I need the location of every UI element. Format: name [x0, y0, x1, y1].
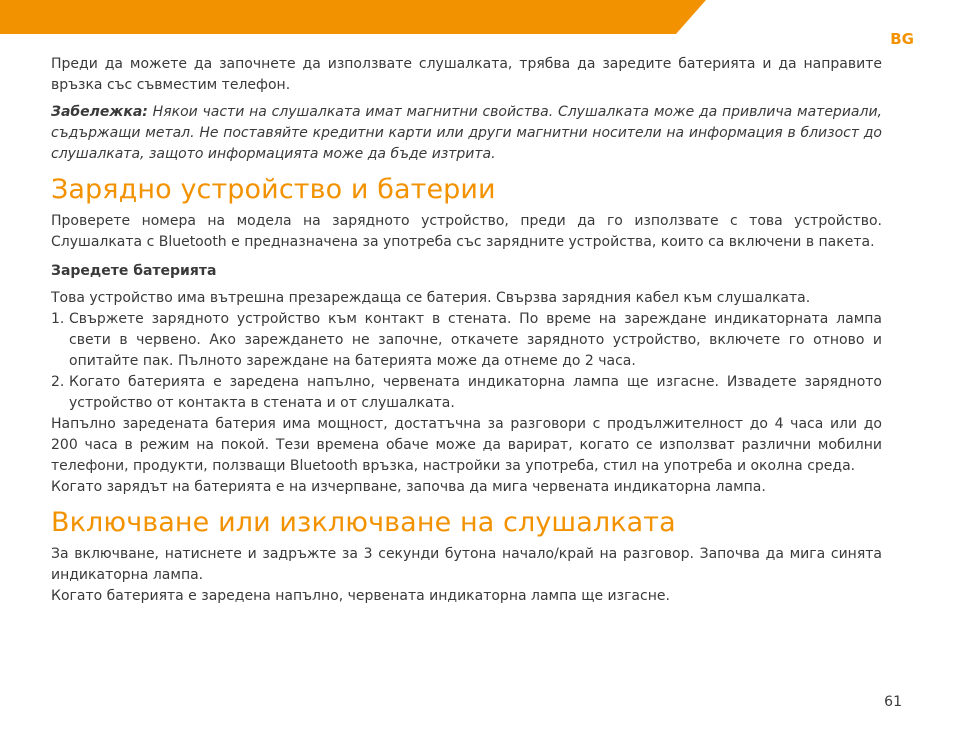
section-charger-title: Зарядно устройство и батерии	[51, 174, 496, 205]
step-text: Когато батерията е заредена напълно, червената индикаторна лампа ще изгасне. Извадете зарядното устройство от контакта в стената и от слушалката.	[69, 374, 882, 411]
page-number: 61	[884, 694, 902, 710]
power-on-paragraph: За включване, натиснете и задръжте за 3 секунди бутона начало/край на разговор. Започва да мига синята индикаторна лампа.	[51, 546, 882, 583]
charge-steps-list	[51, 309, 882, 414]
step-number: 2.	[51, 374, 65, 390]
step-text: Свържете зарядното устройство към контакт в стената. По време на зареждане индикаторната лампа свети в червено. Ако зареждането не започне, откачете зарядното устройство, включете го отново и опитайте пак. Пълното зареждане на батерията може да отнеме до 2 часа.	[69, 311, 882, 369]
list-item	[51, 309, 882, 372]
battery-capacity-paragraph: Напълно заредената батерия има мощност, достатъчна за разговори с продължителност до 4 часа или до 200 часа в режим на покой. Тези времена обаче може да варират, когато се използват различни мобилни телефони, продукти, ползващи Bluetooth връзка, настройки за употреба, стил на употреба и околна среда.	[51, 416, 882, 474]
section-power-title: Включване или изключване на слушалката	[51, 507, 676, 538]
charger-paragraph: Проверете номера на модела на зарядното устройство, преди да го използвате с това устройство. Слушалката с Bluetooth е предназначена за употреба със зарядните устройства, които са включени в пакета.	[51, 213, 882, 250]
note-text: Някои части на слушалката имат магнитни свойства. Слушалката може да привлича материали, съдържащи метал. Не поставяйте кредитни карти или други магнитни носители на информация в близост до слушалката, защото информацията може да бъде изтрита.	[51, 104, 882, 162]
intro-paragraph: Преди да можете да започнете да използвате слушалката, трябва да заредите батерията и да направите връзка със съвместим телефон.	[51, 56, 882, 93]
note-paragraph	[51, 102, 882, 165]
step-number: 1.	[51, 311, 65, 327]
charge-battery-subheading: Заредете батерията	[51, 263, 217, 279]
list-item	[51, 372, 882, 414]
note-label: Забележка:	[51, 104, 148, 120]
page-content	[51, 54, 882, 607]
charge-lead-paragraph: Това устройство има вътрешна презареждаща се батерия. Свързва зарядния кабел към слушалката.	[51, 290, 811, 306]
top-accent-bar	[0, 0, 954, 34]
language-tag: BG	[890, 30, 914, 48]
low-battery-paragraph: Когато зарядът на батерията е на изчерпване, започва да мига червената индикаторна лампа.	[51, 479, 766, 495]
full-charge-paragraph: Когато батерията е заредена напълно, червената индикаторна лампа ще изгасне.	[51, 588, 670, 604]
